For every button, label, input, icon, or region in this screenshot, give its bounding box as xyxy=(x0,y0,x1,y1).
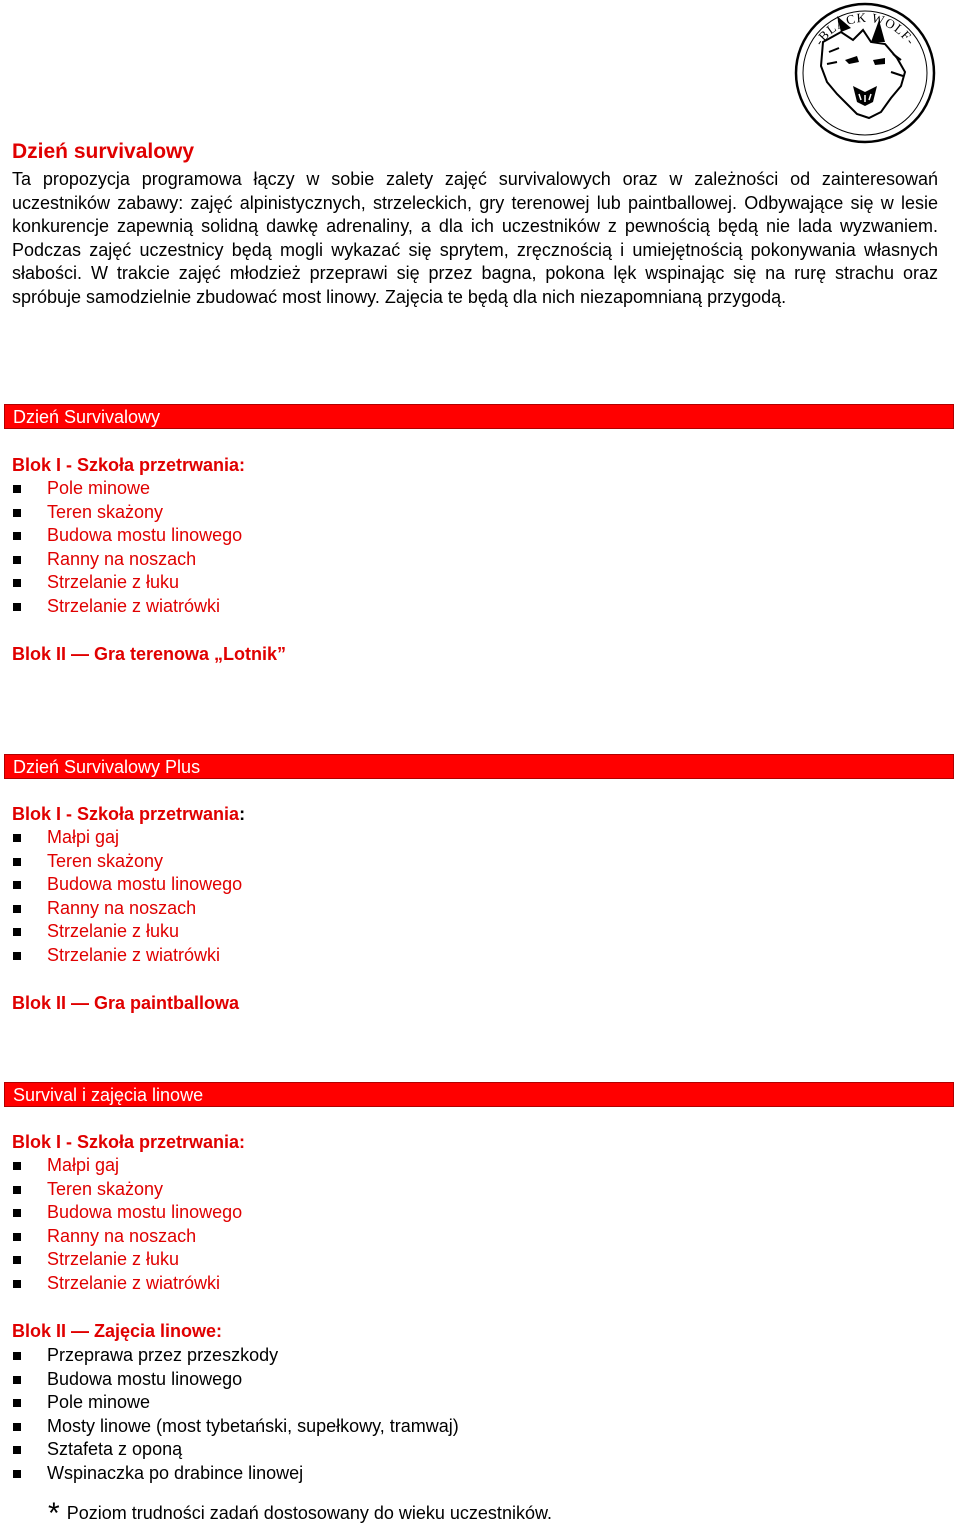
list-item: Sztafeta z oponą xyxy=(12,1438,459,1462)
list-item: Ranny na noszach xyxy=(12,548,242,572)
svg-text:-BLACK WOLF-: -BLACK WOLF- xyxy=(811,9,919,48)
footnote-text: Poziom trudności zadań dostosowany do wieku uczestników. xyxy=(66,1503,552,1523)
list-item: Strzelanie z łuku xyxy=(12,1248,242,1272)
list-item: Pole minowe xyxy=(12,1391,459,1415)
list-item: Wspinaczka po drabince linowej xyxy=(12,1462,459,1486)
item-list xyxy=(12,1154,242,1295)
list-item: Małpi gaj xyxy=(12,1154,242,1178)
bullet-icon xyxy=(13,928,21,936)
list-item: Budowa mostu linowego xyxy=(12,1368,459,1392)
block-heading: Blok I - Szkoła przetrwania: xyxy=(12,455,246,475)
bullet-icon xyxy=(13,1352,21,1360)
list-item: Strzelanie z wiatrówki xyxy=(12,1272,242,1296)
bullet-icon xyxy=(13,1280,21,1288)
bullet-icon xyxy=(13,1233,21,1241)
bullet-icon xyxy=(13,952,21,960)
bullet-icon xyxy=(13,485,21,493)
item-list xyxy=(12,826,242,967)
page-title: Dzień survivalowy xyxy=(12,140,195,163)
block-heading: Blok II — Gra paintballowa xyxy=(12,993,240,1013)
section-bar-dzien-survivalowy xyxy=(4,404,954,429)
list-item: Przeprawa przez przeszkody xyxy=(12,1344,459,1368)
bullet-icon xyxy=(13,1423,21,1431)
list-item: Teren skażony xyxy=(12,850,242,874)
list-item: Ranny na noszach xyxy=(12,897,242,921)
item-list xyxy=(12,477,242,618)
bullet-icon xyxy=(13,532,21,540)
bullet-icon xyxy=(13,509,21,517)
list-item: Strzelanie z łuku xyxy=(12,920,242,944)
bullet-icon xyxy=(13,1186,21,1194)
list-item: Mosty linowe (most tybetański, supełkowy, tramwaj) xyxy=(12,1415,459,1439)
list-item: Strzelanie z łuku xyxy=(12,571,242,595)
bullet-icon xyxy=(13,881,21,889)
bullet-icon xyxy=(13,579,21,587)
item-list xyxy=(12,1344,459,1485)
bullet-icon xyxy=(13,1470,21,1478)
list-item: Strzelanie z wiatrówki xyxy=(12,944,242,968)
section-bar-survival-linowe xyxy=(4,1082,954,1107)
bullet-icon xyxy=(13,1446,21,1454)
bullet-icon xyxy=(13,1256,21,1264)
footnote xyxy=(48,1493,552,1530)
block-heading: Blok I - Szkoła przetrwania: xyxy=(12,804,246,824)
bullet-icon xyxy=(13,1209,21,1217)
list-item: Budowa mostu linowego xyxy=(12,1201,242,1225)
list-item: Teren skażony xyxy=(12,1178,242,1202)
bullet-icon xyxy=(13,603,21,611)
bullet-icon xyxy=(13,834,21,842)
list-item: Budowa mostu linowego xyxy=(12,524,242,548)
bullet-icon xyxy=(13,556,21,564)
bullet-icon xyxy=(13,905,21,913)
list-item: Strzelanie z wiatrówki xyxy=(12,595,242,619)
black-wolf-logo xyxy=(793,2,938,144)
bullet-icon xyxy=(13,858,21,866)
list-item: Małpi gaj xyxy=(12,826,242,850)
section-bar-label: Dzień Survivalowy xyxy=(13,407,161,427)
block-heading: Blok II — Zajęcia linowe: xyxy=(12,1321,223,1341)
bullet-icon xyxy=(13,1399,21,1407)
block-heading: Blok I - Szkoła przetrwania: xyxy=(12,1132,246,1152)
bullet-icon xyxy=(13,1162,21,1170)
section-bar-label: Dzień Survivalowy Plus xyxy=(13,757,201,777)
list-item: Teren skażony xyxy=(12,501,242,525)
list-item: Pole minowe xyxy=(12,477,242,501)
bullet-icon xyxy=(13,1376,21,1384)
section-bar-label: Survival i zajęcia linowe xyxy=(13,1085,204,1105)
list-item: Ranny na noszach xyxy=(12,1225,242,1249)
list-item: Budowa mostu linowego xyxy=(12,873,242,897)
block-heading: Blok II — Gra terenowa „Lotnik” xyxy=(12,644,287,664)
section-bar-dzien-survivalowy-plus xyxy=(4,754,954,779)
footnote-star: * xyxy=(48,1497,60,1530)
intro-paragraph: Ta propozycja programowa łączy w sobie zalety zajęć survivalowych oraz w zależności od zainteresowań uczestników zabawy: zajęć alpinistycznych, strzeleckich, gry terenowej lub paintballowej. Odbywające się w lesie konkurencje zapewnią solidną dawkę adrenaliny, a dla ich uczestników z pewnością będą nie lada wyzwaniem. Podczas zajęć uczestnicy będą mogli wykazać się sprytem, zręcznością i umiejętnością pokonywania własnych słabości. W trakcie zajęć młodzież przeprawi się przez bagna, pokona lęk wspinając się na rurę strachu oraz spróbuje samodzielnie zbudować most linowy. Zajęcia te będą dla nich niezapomnianą przygodą. xyxy=(12,169,938,307)
